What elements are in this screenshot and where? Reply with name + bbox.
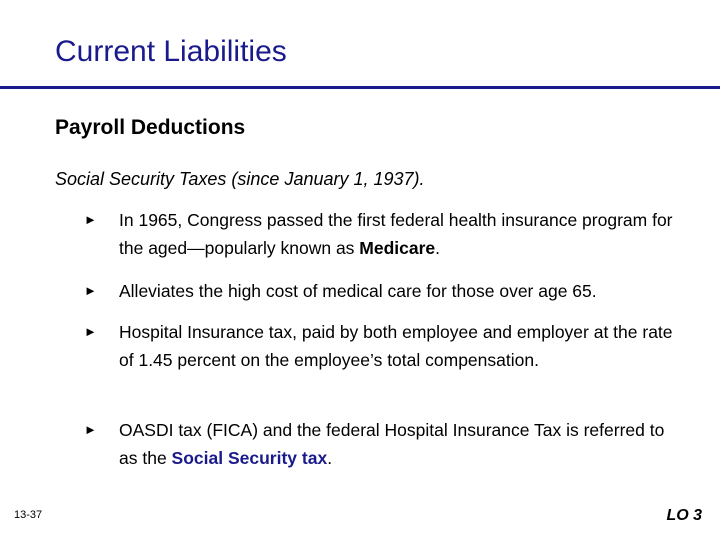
slide-title: Current Liabilities bbox=[55, 35, 287, 68]
topic-line bbox=[55, 169, 425, 190]
bullet-item-oasdi bbox=[84, 416, 684, 472]
bullet-text: Hospital Insurance tax, paid by both employee and employer at the rate of 1.45 percent on the employee’s total compensation. bbox=[119, 322, 673, 370]
highlighted-term: Social Security tax bbox=[171, 448, 328, 468]
bullet-text: OASDI tax (FICA) and the federal Hospital Insurance Tax is referred to as the Social Security tax. bbox=[119, 420, 665, 468]
title-divider bbox=[0, 86, 720, 89]
bullet-arrow-icon: ► bbox=[84, 324, 97, 339]
bullet-item-hospital-insurance bbox=[84, 318, 684, 374]
topic-rest: (since January 1, 1937). bbox=[226, 169, 425, 189]
section-heading: Payroll Deductions bbox=[55, 116, 246, 139]
bullet-arrow-icon: ► bbox=[84, 212, 97, 227]
bullet-item-alleviates bbox=[84, 277, 684, 305]
bullet-text: Alleviates the high cost of medical care for those over age 65. bbox=[119, 281, 597, 301]
bullet-text: In 1965, Congress passed the first federal health insurance program for the aged—popularly known as Medicare. bbox=[119, 210, 673, 258]
bullet-item-medicare bbox=[84, 206, 684, 262]
bullet-arrow-icon: ► bbox=[84, 422, 97, 437]
bold-term: Medicare bbox=[359, 238, 436, 258]
bullet-arrow-icon: ► bbox=[84, 283, 97, 298]
learning-objective-label: LO 3 bbox=[666, 507, 702, 524]
topic-italic: Social Security Taxes bbox=[55, 169, 227, 189]
slide-number: 13-37 bbox=[14, 509, 43, 521]
